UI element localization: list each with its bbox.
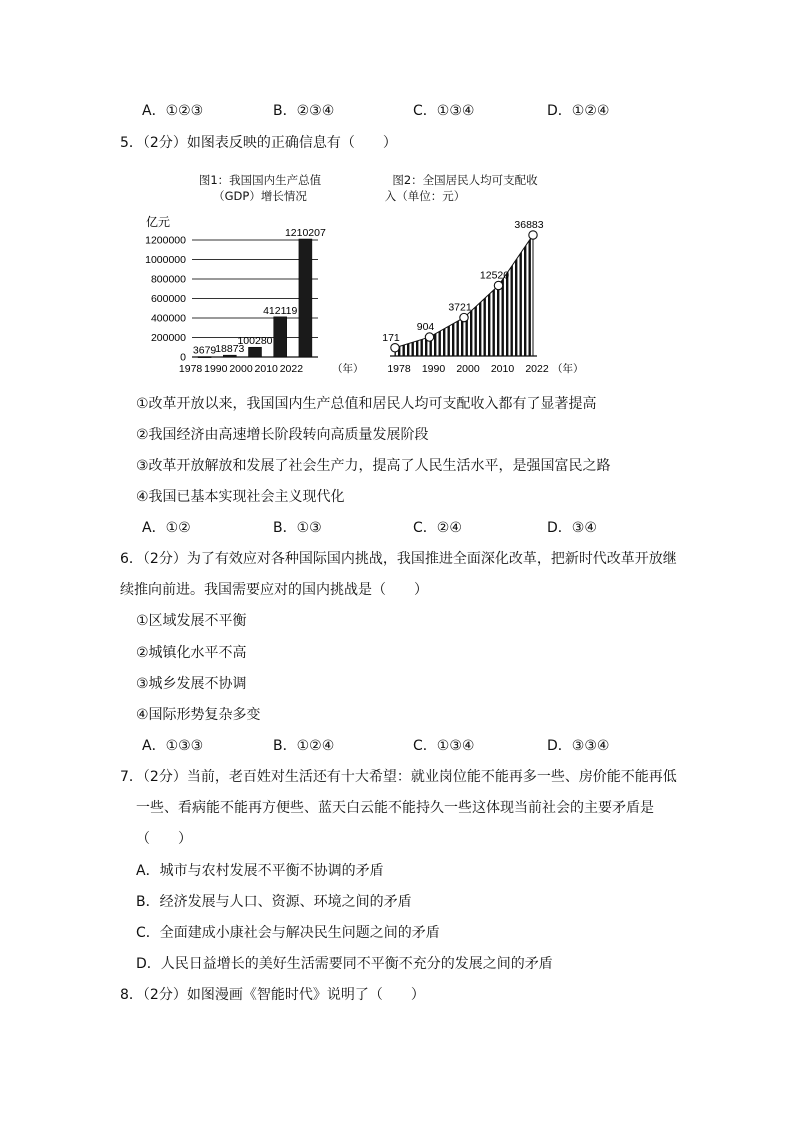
chart1-data-label: 18873	[215, 343, 245, 356]
q4-option-b[interactable]: B．②③④	[273, 103, 335, 119]
chart1-y-tick-label: 600000	[150, 293, 186, 305]
chart2-data-label: 3721	[448, 301, 472, 314]
chart1-bar	[274, 317, 287, 357]
q7-stem-line1: 7．（2分）当前，老百姓对生活还有十大希望：就业岗位能不能再多一些、房价能不能再低	[120, 769, 677, 785]
q5-option-c[interactable]: C．②④	[413, 520, 462, 536]
chart2-x-tick-label: 1990	[421, 363, 446, 375]
chart1-y-tick-label: 400000	[150, 312, 186, 325]
q6-statement-4: ④国际形势复杂多变	[136, 707, 261, 723]
q6-statement-2: ②城镇化水平不高	[136, 645, 247, 661]
chart1-y-tick-label: 0	[180, 351, 186, 364]
q8-stem: 8．（2分）如图漫画《智能时代》说明了（ ）	[120, 987, 425, 1003]
chart1-bar	[223, 355, 236, 357]
chart1-x-tick-label: 1978	[178, 363, 203, 375]
q6-stem-line2: 续推向前进。我国需要应对的国内挑战是（ ）	[120, 582, 428, 598]
q5-statement-2: ②我国经济由高速增长阶段转向高质量发展阶段	[136, 427, 429, 443]
chart1-y-tick-label: 800000	[150, 273, 186, 286]
q7-option-c[interactable]: C．全面建成小康社会与解决民生问题之间的矛盾	[136, 925, 440, 941]
chart1-bar	[299, 239, 312, 357]
q5-option-a[interactable]: A．①②	[142, 520, 191, 536]
q5-statement-3: ③改革开放解放和发展了社会生产力，提高了人民生活水平，是强国富民之路	[136, 458, 611, 474]
chart2-data-label: 904	[416, 321, 435, 334]
chart1-x-tick-label: 1990	[204, 363, 228, 375]
q4-option-a[interactable]: A．①②③	[142, 103, 204, 119]
q6-option-d[interactable]: D．③③④	[547, 738, 610, 754]
chart1-data-label: 1210207	[284, 227, 326, 240]
chart1-x-unit: （年）	[332, 363, 364, 375]
chart1-title-line1: 图1：我国国内生产总值	[198, 173, 322, 187]
chart2-data-label: 171	[382, 331, 400, 344]
income-area-chart	[380, 210, 590, 380]
chart2-point	[425, 333, 433, 341]
chart1-y-tick-label: 200000	[150, 332, 186, 344]
chart1-y-tick-label: 1200000	[145, 234, 186, 247]
q7-stem-line3: （ ）	[136, 831, 192, 847]
chart2-x-tick-label: 2000	[456, 363, 480, 375]
chart2-point	[494, 281, 502, 289]
chart1-data-label: 100280	[237, 335, 273, 348]
q5-statement-1: ①改革开放以来，我国国内生产总值和居民人均可支配收入都有了显著提高	[136, 396, 597, 412]
chart1-bar	[198, 357, 211, 358]
chart2-x-tick-label: 2022	[525, 363, 549, 375]
q7-stem-line2: 一些、看病能不能再方便些、蓝天白云能不能持久一些这体现当前社会的主要矛盾是	[136, 800, 654, 816]
chart2-title-line2: 入（单位：元）	[384, 189, 466, 203]
q7-option-d[interactable]: D．人民日益增长的美好生活需要同不平衡不充分的发展之间的矛盾	[136, 956, 553, 972]
chart1-data-label: 3679	[192, 344, 217, 357]
chart2-x-tick-label: 2010	[490, 363, 515, 375]
chart1-bar	[249, 347, 262, 357]
chart2-point	[391, 344, 399, 352]
chart1-title-line2: （GDP）增长情况	[213, 189, 307, 203]
chart2-point	[529, 231, 537, 239]
chart1-data-label: 412119	[263, 304, 298, 317]
q6-option-b[interactable]: B．①②④	[273, 738, 335, 754]
chart2-title-line1: 图2：全国居民人均可支配收	[392, 173, 538, 187]
chart1-x-tick-label: 2010	[254, 363, 278, 375]
chart2-data-label: 36883	[514, 219, 544, 231]
chart2-x-unit: （年）	[552, 363, 584, 375]
q4-option-c[interactable]: C．①③④	[413, 103, 475, 119]
chart1-y-axis-label: 亿元	[146, 215, 171, 229]
chart2-x-tick-label: 1978	[387, 363, 411, 375]
q7-option-a[interactable]: A．城市与农村发展不平衡不协调的矛盾	[136, 863, 384, 879]
q4-option-d[interactable]: D．①②④	[547, 103, 610, 119]
q5-option-d[interactable]: D．③④	[547, 520, 597, 536]
q6-stem-line1: 6．（2分）为了有效应对各种国际国内挑战，我国推进全面深化改革，把新时代改革开放继	[120, 551, 677, 567]
q7-option-b[interactable]: B．经济发展与人口、资源、环境之间的矛盾	[136, 894, 412, 910]
chart2-data-label: 12520	[479, 269, 510, 282]
chart2-area	[395, 235, 533, 356]
chart1-x-tick-label: 2022	[279, 363, 304, 375]
chart1-y-tick-label: 1000000	[145, 254, 186, 266]
q5-statement-4: ④我国已基本实现社会主义现代化	[136, 489, 345, 505]
chart1-x-tick-label: 2000	[229, 363, 253, 375]
q6-statement-3: ③城乡发展不协调	[136, 676, 247, 692]
q6-option-a[interactable]: A．①③③	[142, 738, 204, 754]
q6-statement-1: ①区域发展不平衡	[136, 613, 247, 629]
gdp-bar-chart	[140, 210, 370, 380]
q6-option-c[interactable]: C．①③④	[413, 738, 475, 754]
chart2-point	[460, 313, 468, 321]
q5-option-b[interactable]: B．①③	[273, 520, 322, 536]
q5-stem: 5．（2分）如图表反映的正确信息有（ ）	[120, 135, 397, 151]
